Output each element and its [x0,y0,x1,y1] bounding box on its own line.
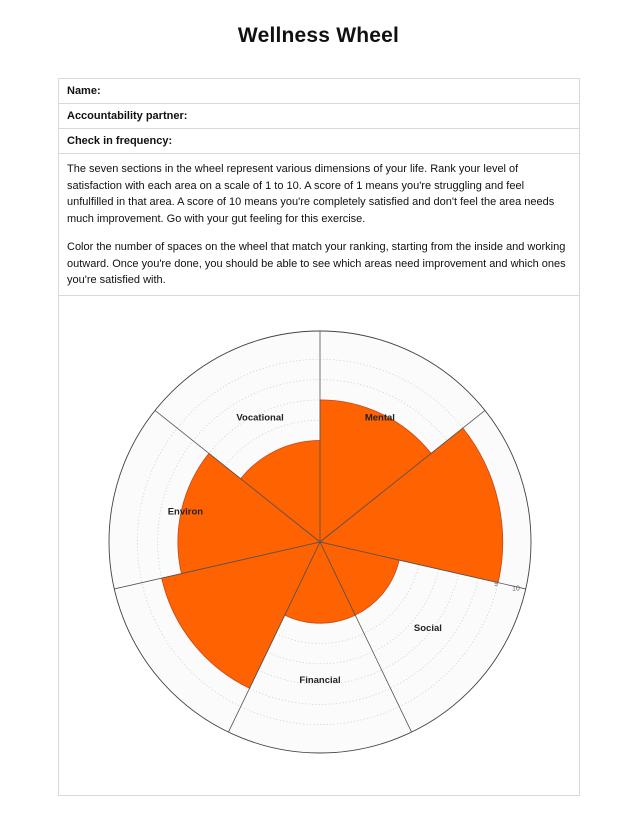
wellness-form [58,78,580,796]
wheel-label-environmental: Environ [167,506,204,518]
wheel-label-financial: Financial [299,675,341,686]
name-label: Name: [67,85,101,97]
wheel-area [59,296,579,795]
name-field[interactable] [59,79,579,104]
page-title: Wellness Wheel [237,24,400,47]
wellness-wheel-chart [59,296,579,795]
frequency-field[interactable] [59,129,579,154]
partner-label: Accountability partner: [67,110,188,122]
scale-label-10: 10 [512,585,520,593]
wheel-label-social: Social [413,623,442,635]
frequency-label: Check in frequency: [67,135,173,147]
instructions-paragraph-2: Color the number of spaces on the wheel that match your ranking, starting from the inside and working outward. Once you're done, you should be able to see which areas need improvement and which ones you're satisfied with. [67,241,566,286]
scale-label-9: 9 [494,581,499,589]
wheel-label-vocational: Vocational [236,412,284,424]
instructions [59,154,579,296]
partner-field[interactable] [59,104,579,129]
wheel-label-mental: Mental [364,412,395,424]
instructions-paragraph-1: The seven sections in the wheel represent various dimensions of your life. Rank your level of satisfaction with each area on a scale of 1 to 10. A score of 1 means you're struggling and feel unfulfilled in that area. A score of 10 means you're completely satisfied and don't feel the area needs much improvement. Go with your gut feeling for this exercise. [67,163,555,225]
